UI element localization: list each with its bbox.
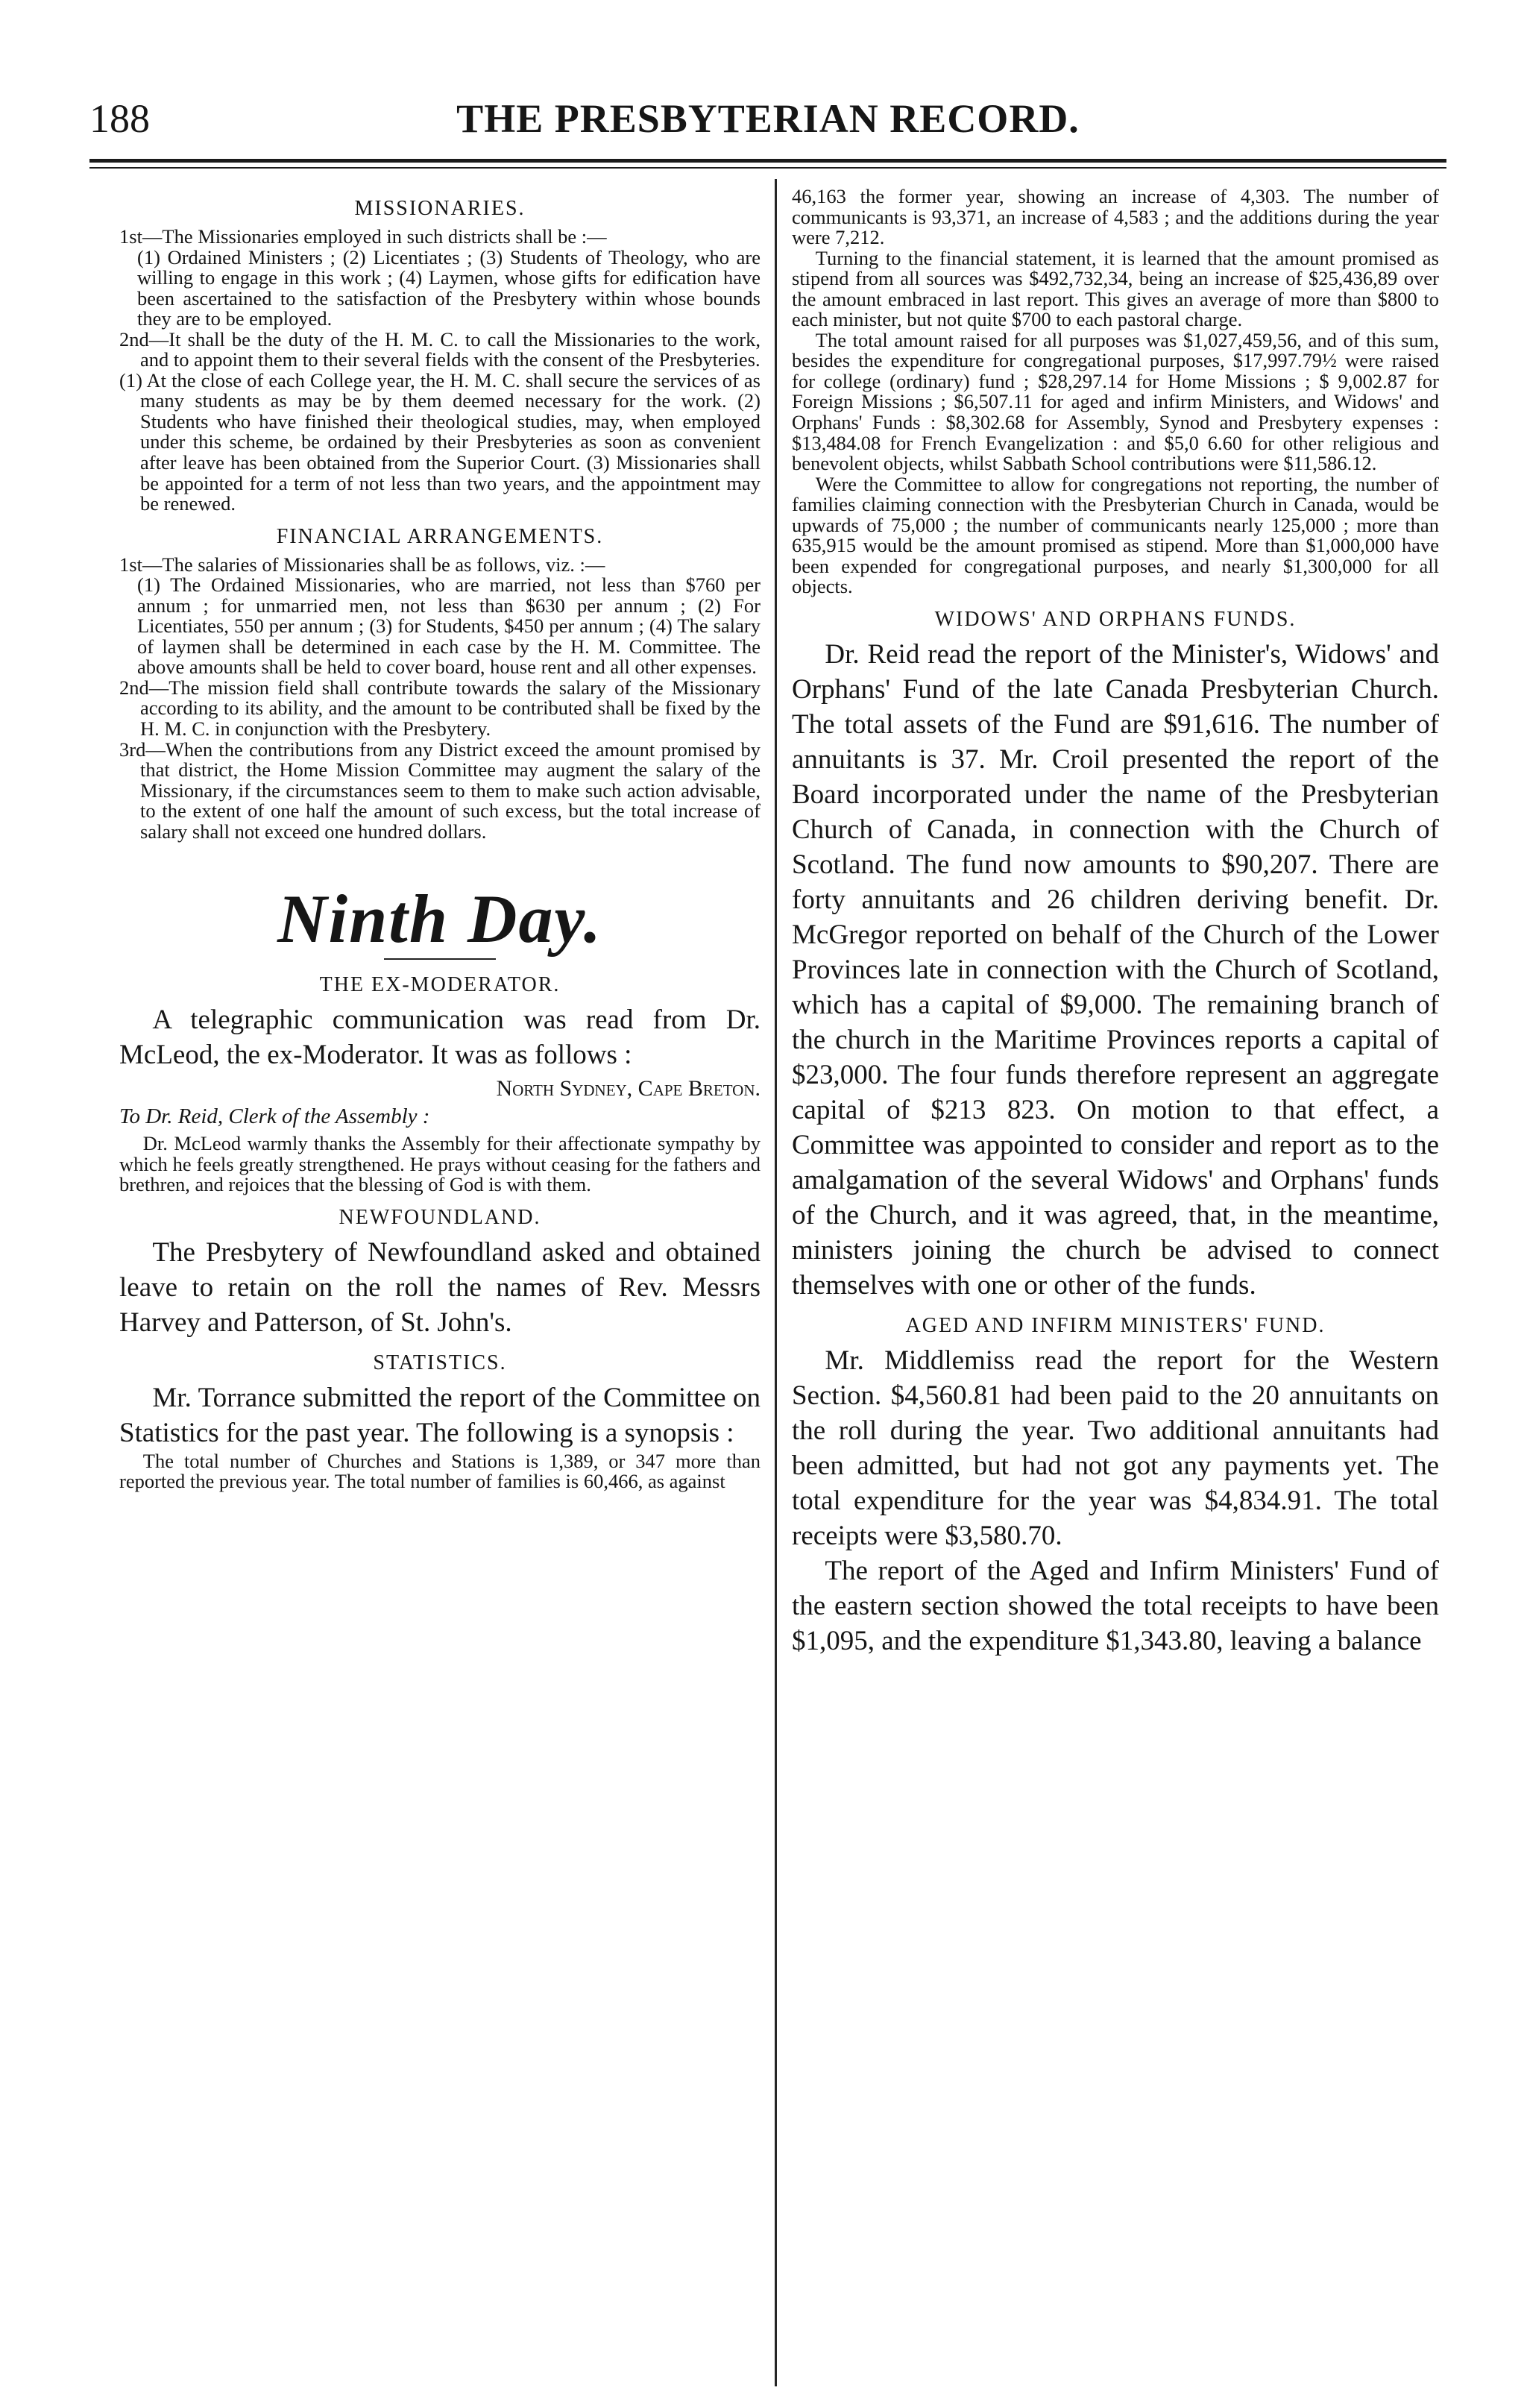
ex-moderator-para-2: Dr. McLeod warmly thanks the Assembly for their affectionate sympathy by which he feels greatly strengthened. He prays without ceasing for the fathers and brethren, and rejoices that the blessing of God is with them. <box>119 1132 761 1196</box>
financial-para-1a: (1) The Ordained Missionaries, who are married, not less than $760 per annum ; for unmarried men, not less than $630 per annum ; (2) For Licentiates, 550 per annum ; (3) for Students, $450 per annum ; (4) The salary of laymen shall be determined in each case by the H. M. Committee. The above amounts shall be held to cover board, house rent and all other expenses. <box>137 573 761 679</box>
ex-moderator-para-1: A telegraphic communication was read from Dr. McLeod, the ex-Moderator. It was as follows : <box>119 1005 761 1071</box>
aged-heading: AGED AND INFIRM MINISTERS' FUND. <box>905 1313 1326 1337</box>
ex-moderator-heading: THE EX-MODERATOR. <box>319 973 561 997</box>
right-column <box>792 186 1439 1659</box>
header-rule <box>89 159 1446 163</box>
statistics-cont-para-2: Turning to the financial statement, it is learned that the amount promised as stipend from all sources was $492,732,34, being an increase of $25,436,89 over the amount embraced in last report. This gives an average of more than $800 to each minister, but not quite $700 to each pastoral charge. <box>792 246 1439 331</box>
financial-para-3: 3rd—When the contributions from any District exceed the amount promised by that district, the Home Mission Committee may augment the salary of the Missionary, if the circumstances seem to them to make such action advisable, to the extent of one half the amount of such excess, but the total increase of salary shall not exceed one hundred dollars. <box>119 738 761 843</box>
header-rule-thin <box>89 167 1446 169</box>
page-number: 188 <box>89 96 150 141</box>
statistics-para-2: The total number of Churches and Stations is 1,389, or 347 more than reported the previous year. The total number of families is 60,466, as against <box>119 1449 761 1493</box>
title-rule <box>384 958 496 960</box>
financial-para-1: 1st—The salaries of Missionaries shall be as follows, viz. :— <box>119 553 605 576</box>
column-divider <box>775 179 777 2386</box>
statistics-cont-para-4: Were the Committee to allow for congregations not reporting, the number of families claiming connection with the Presbyterian Church in Canada, would be upwards of 75,000 ; the number of communicants nearly 125,000 ; more than 635,915 would be the amount promised as stipend. More than $1,000,000 have been expended for congregational purposes, and nearly $1,300,000 for all objects. <box>792 472 1439 598</box>
ninth-day-title: Ninth Day. <box>277 881 602 958</box>
running-title: THE PRESBYTERIAN RECORD. <box>456 96 1080 141</box>
telegram-addressee: To Dr. Reid, Clerk of the Assembly : <box>119 1104 430 1129</box>
missionaries-para-1: 1st—The Missionaries employed in such districts shall be :— <box>119 225 607 248</box>
aged-para-2: The report of the Aged and Infirm Ministers' Fund of the eastern section showed the total receipts to have been $1,095, and the expenditure $1,343.80, leaving a balance <box>792 1555 1439 1656</box>
newfoundland-heading: NEWFOUNDLAND. <box>339 1205 541 1229</box>
missionaries-heading: MISSIONARIES. <box>354 197 526 220</box>
missionaries-para-3: (1) At the close of each College year, the H. M. C. shall secure the services of as many students as may be by them deemed necessary for the work. (2) Students who have finished their theological studies, may, when employed under this scheme, be ordained by their Presbyteries as soon as convenient after leave has been obtained from the Superior Court. (3) Missionaries shall be appointed for a term of not less than two years, and the appointment may be renewed. <box>119 368 761 515</box>
newfoundland-para: The Presbytery of Newfoundland asked and obtained leave to retain on the roll the names of Rev. Messrs Harvey and Patterson, of St. John's. <box>119 1236 761 1338</box>
aged-para-1: Mr. Middlemiss read the report for the Western Section. $4,560.81 had been paid to the 20 annuitants on the roll during the year. Two additional annuitants had been admitted, but had not got any payments yet. The total expenditure for the year was $4,834.91. The total receipts were $3,580.70. <box>792 1345 1439 1551</box>
telegram-place: North Sydney, Cape Breton. <box>496 1076 761 1101</box>
financial-para-2: 2nd—The mission field shall contribute towards the salary of the Missionary according to its ability, and the amount to be contributed shall be fixed by the H. M. C. in conjunction with the Presbytery. <box>119 676 761 741</box>
statistics-cont-para-3: The total amount raised for all purposes was $1,027,459,56, and of this sum, besides the expenditure for congregational purposes, $17,997.79½ were raised for college (ordinary) fund ; $28,297.14 for Home Missions ; $ 9,002.87 for Foreign Missions ; $6,507.11 for aged and infirm Ministers, and Widows' and Orphans' Funds : $8,302.68 for Assembly, Synod and Presbytery expenses : $13,484.08 for French Evangelization : and $5,0 6.60 for other religious and benevolent objects, whilst Sabbath School contributions were $11,586.12. <box>792 328 1439 475</box>
missionaries-para-2: 2nd—It shall be the duty of the H. M. C. to call the Missionaries to the work, and to appoint them to their several fields with the consent of the Presbyteries. <box>119 327 761 371</box>
statistics-cont-para-1: 46,163 the former year, showing an increase of 4,303. The number of communicants is 93,371, an increase of 4,583 ; and the additions during the year were 7,212. <box>792 185 1439 249</box>
left-column <box>119 186 761 1492</box>
missionaries-para-1a: (1) Ordained Ministers ; (2) Licentiates ; (3) Students of Theology, who are willing to engage in this work ; (4) Laymen, whose gifts for edification have been ascertained to the satisfaction of the Presbytery within whose bounds they are to be employed. <box>137 245 761 330</box>
statistics-para-1: Mr. Torrance submitted the report of the Committee on Statistics for the past year. The following is a synopsis : <box>119 1382 761 1448</box>
page-header <box>89 88 1446 155</box>
widows-para: Dr. Reid read the report of the Minister's, Widows' and Orphans' Fund of the late Canada Presbyterian Church. The total assets of the Fund are $91,616. The number of annuitants is 37. Mr. Croil presented the report of the Board incorporated under the name of the Presbyterian Church of Canada, in connection with the Church of Scotland. The fund now amounts to $90,207. There are forty annuitants and 26 children deriving benefit. Dr. McGregor reported on behalf of the Church of the Lower Provinces late in connection with the Church of Scotland, which has a capital of $9,000. The remaining branch of the church in the Maritime Provinces reports a capital of $23,000. The four funds therefore represent an aggregate capital of $213 823. On motion to that effect, a Committee was appointed to consider and report as to the amalgamation of the several Widows' and Orphans' funds of the Church, and it was agreed, that, in the meantime, ministers joining the church be advised to connect themselves with one or other of the funds. <box>792 638 1439 1301</box>
statistics-heading: STATISTICS. <box>373 1351 507 1374</box>
widows-heading: WIDOWS' AND ORPHANS FUNDS. <box>934 607 1297 631</box>
financial-heading: FINANCIAL ARRANGEMENTS. <box>276 524 604 548</box>
